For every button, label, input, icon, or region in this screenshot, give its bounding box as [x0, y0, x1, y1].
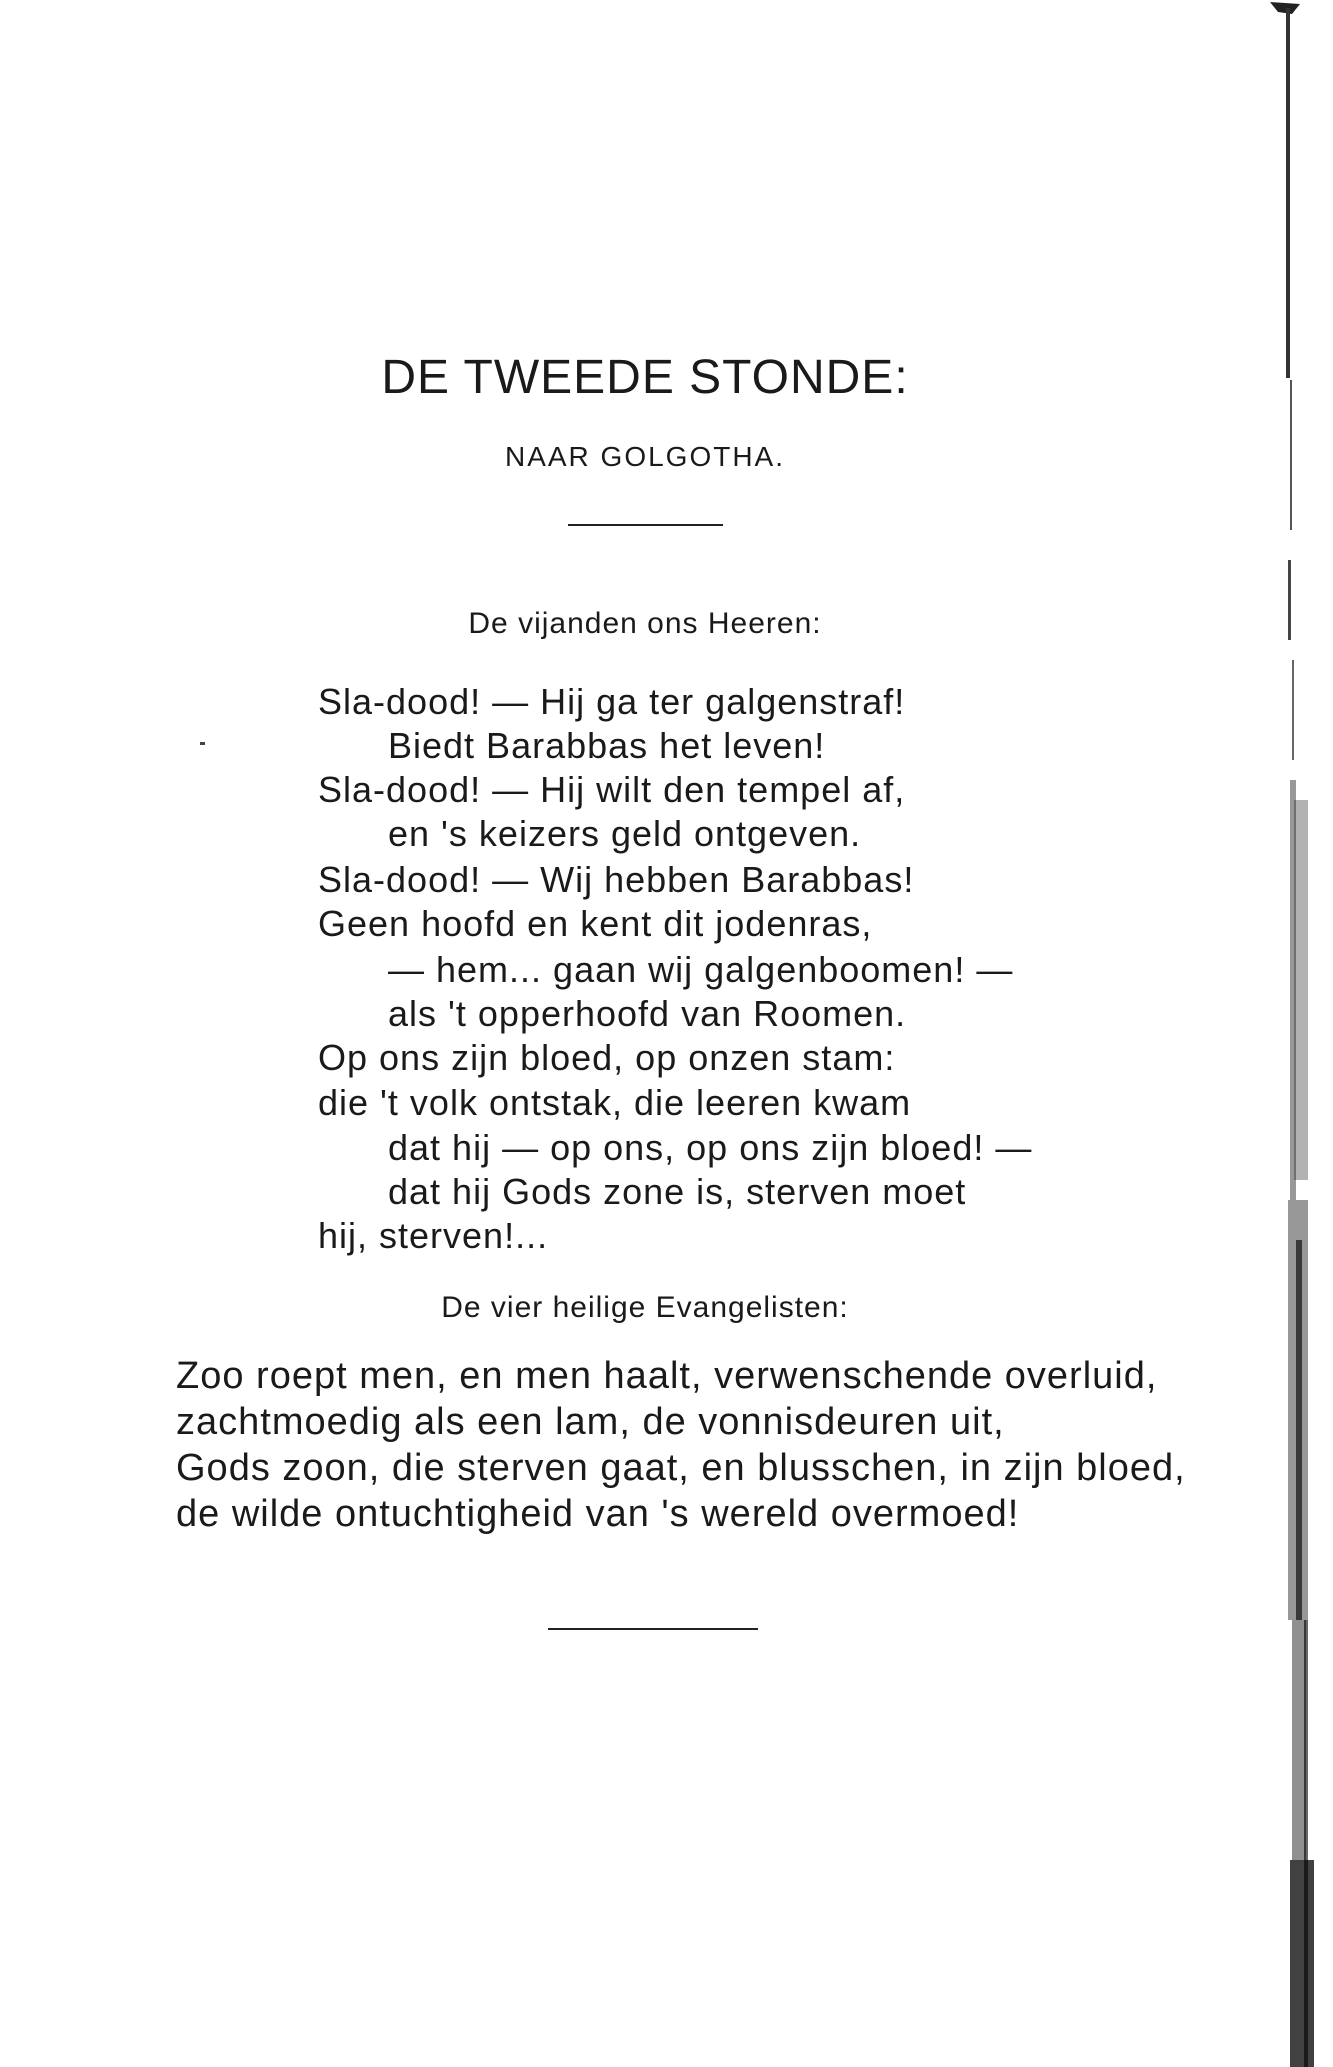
scanned-page-edge — [1270, 0, 1333, 2067]
verse-line: en 's keizers geld ontgeven. — [388, 813, 862, 854]
print-speck — [200, 742, 205, 745]
verse-line: als 't opperhoofd van Roomen. — [388, 993, 907, 1034]
verse-line: Sla-dood! — Hij ga ter galgenstraf! — [318, 681, 906, 722]
verse-line: Sla-dood! — Hij wilt den tempel af, — [318, 769, 906, 810]
divider-rule-bottom — [548, 1628, 758, 1630]
speaker-heading-enemies: De vijanden ons Heeren: — [468, 607, 822, 640]
verse-line: zachtmoedig als een lam, de vonnisdeuren uit, — [176, 1401, 1005, 1443]
verse-line: Op ons zijn bloed, op onzen stam: — [318, 1037, 896, 1078]
verse-line: Gods zoon, die sterven gaat, en blusschen, in zijn bloed, — [176, 1447, 1186, 1489]
verse-line: Biedt Barabbas het leven! — [388, 725, 826, 766]
verse-line: de wilde ontuchtigheid van 's wereld overmoed! — [176, 1493, 1020, 1535]
verse-line: Sla-dood! — Wij hebben Barabbas! — [318, 859, 915, 900]
verse-line: die 't volk ontstak, die leeren kwam — [318, 1082, 912, 1123]
verse-line: Zoo roept men, en men haalt, verwenschende overluid, — [176, 1355, 1158, 1397]
speaker-heading-evangelists: De vier heilige Evangelisten: — [441, 1291, 849, 1324]
verse-line: hij, sterven!... — [318, 1215, 549, 1256]
verse-line: dat hij Gods zone is, sterven moet — [388, 1171, 967, 1212]
verse-line: Geen hoofd en kent dit jodenras, — [318, 903, 873, 944]
chapter-title: DE TWEEDE STONDE: — [381, 351, 909, 404]
chapter-subtitle: NAAR GOLGOTHA. — [504, 441, 786, 472]
verse-line: — hem... gaan wij galgenboomen! — — [388, 949, 1014, 990]
verse-line: dat hij — op ons, op ons zijn bloed! — — [388, 1127, 1033, 1168]
